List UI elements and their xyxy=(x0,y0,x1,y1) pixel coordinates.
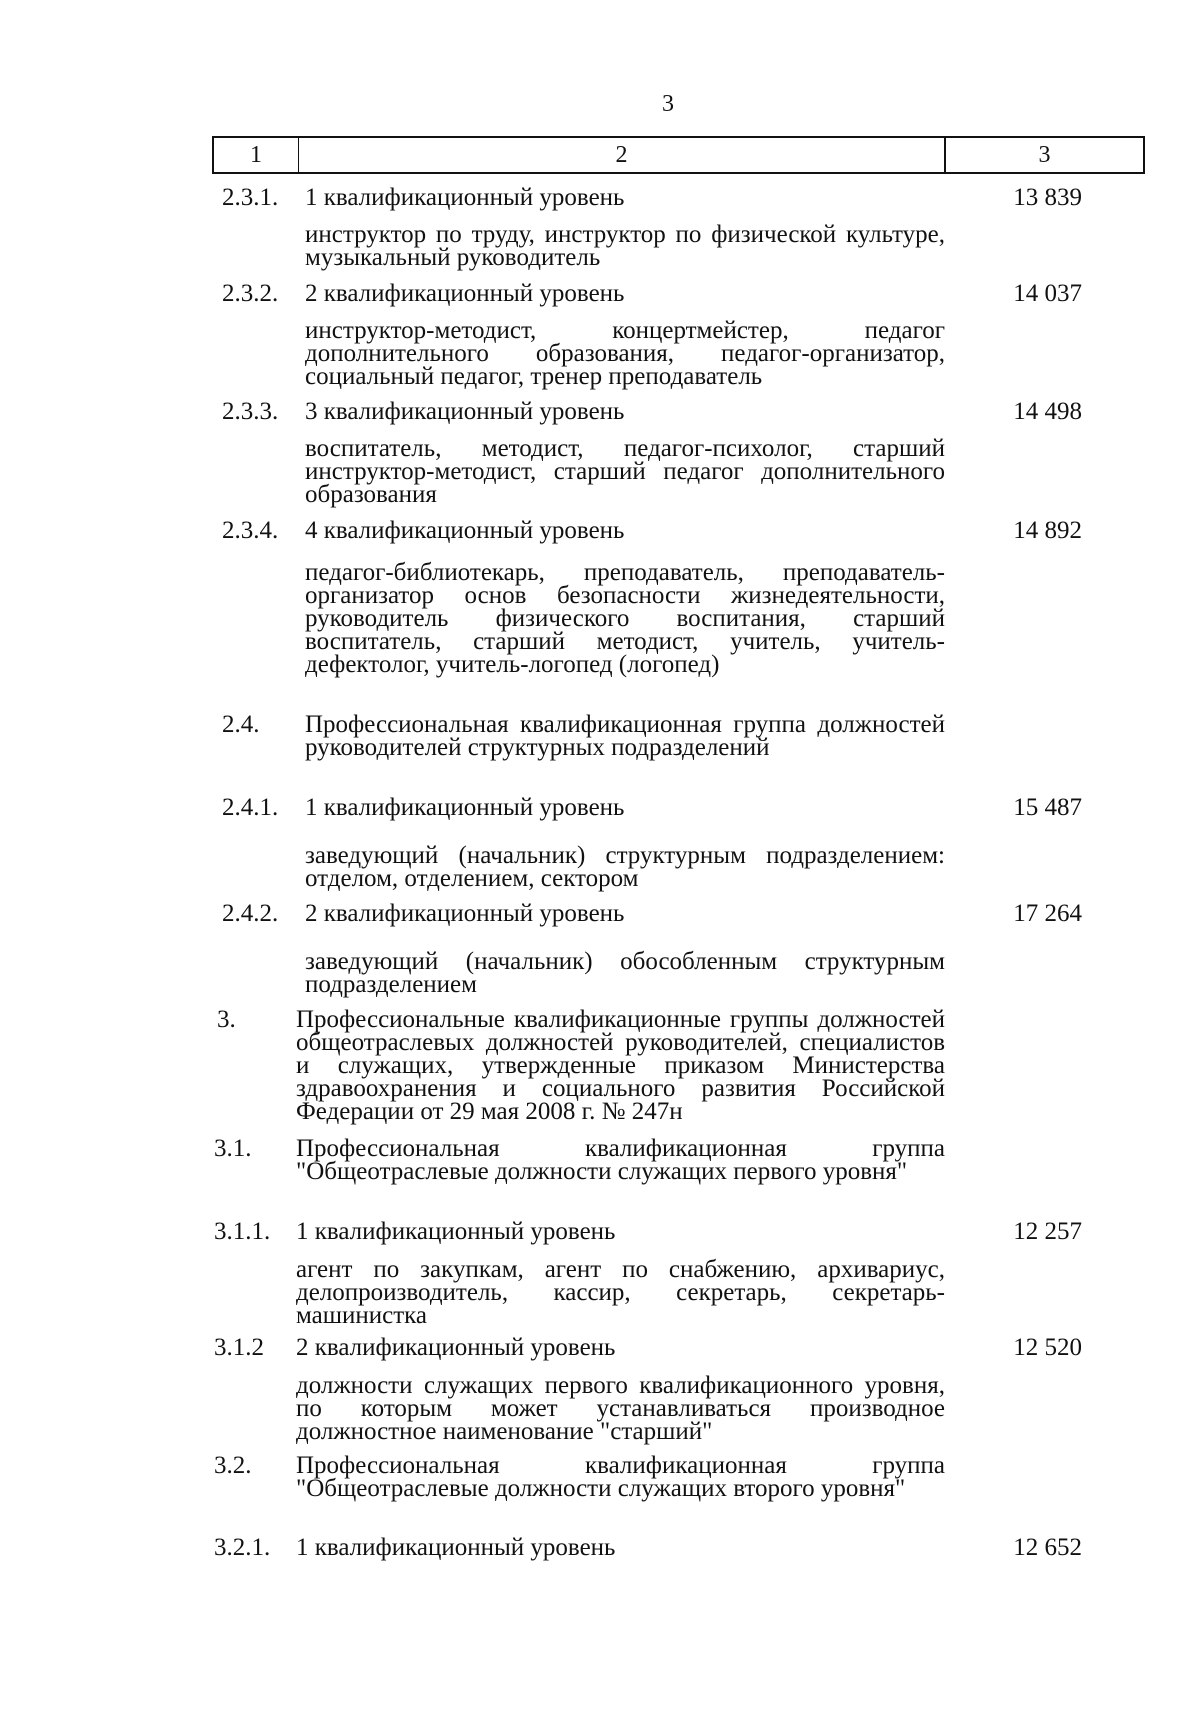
row-value: 12 520 xyxy=(1013,1334,1082,1361)
row-description: инструктор по труду, инструктор по физической культуре, музыкальный руководитель xyxy=(305,221,945,271)
table-column-header xyxy=(212,136,1145,174)
row-description: воспитатель, методист, педагог-психолог, старший инструктор-методист, старший педагог дополнительного образования xyxy=(305,435,945,508)
page-number: 3 xyxy=(662,91,674,117)
row-title: Профессиональная квалификационная группа "Общеотраслевые должности служащих первого уровня" xyxy=(296,1135,945,1185)
row-title: 1 квалификационный уровень xyxy=(305,184,625,211)
row-title: 1 квалификационный уровень xyxy=(296,1534,616,1561)
row-value: 14 498 xyxy=(1013,398,1082,425)
row-title: Профессиональная квалификационная группа "Общеотраслевые должности служащих второго уровня" xyxy=(296,1452,945,1502)
column-header-2: 2 xyxy=(299,138,946,172)
row-number: 3.1.2 xyxy=(214,1334,264,1361)
row-number: 2.4.1. xyxy=(222,794,279,821)
row-title: 2 квалификационный уровень xyxy=(305,280,625,307)
row-number: 2.3.3. xyxy=(222,398,279,425)
row-title: 2 квалификационный уровень xyxy=(305,900,625,927)
row-description: инструктор-методист, концертмейстер, педагог дополнительного образования, педагог-организатор, социальный педагог, тренер преподаватель xyxy=(305,317,945,390)
row-value: 17 264 xyxy=(1013,900,1082,927)
row-number: 3.2. xyxy=(214,1452,252,1479)
row-description: педагог-библиотекарь, преподаватель, преподаватель-организатор основ безопасности жизнедеятельности, руководитель физического воспитания, старший воспитатель, старший методист, учитель, учитель-дефектолог, учитель-логопед (логопед) xyxy=(305,559,945,678)
row-title: Профессиональные квалификационные группы должностей общеотраслевых должностей руководителей, специалистов и служащих, утвержденные приказом Министерства здравоохранения и социального развития Российской Федерации от 29 мая 2008 г. № 247н xyxy=(296,1006,945,1125)
row-description: должности служащих первого квалификационного уровня, по которым может устанавливаться производное должностное наименование "старший" xyxy=(296,1372,945,1445)
row-value: 14 037 xyxy=(1013,280,1082,307)
row-number: 3. xyxy=(217,1006,236,1033)
row-number: 2.3.4. xyxy=(222,517,279,544)
column-header-1: 1 xyxy=(214,138,299,172)
row-value: 12 652 xyxy=(1013,1534,1082,1561)
row-value: 14 892 xyxy=(1013,517,1082,544)
row-description: заведующий (начальник) обособленным структурным подразделением xyxy=(305,948,945,998)
row-number: 2.4.2. xyxy=(222,900,279,927)
row-title: 4 квалификационный уровень xyxy=(305,517,625,544)
row-description: агент по закупкам, агент по снабжению, архивариус, делопроизводитель, кассир, секретарь, секретарь-машинистка xyxy=(296,1256,945,1329)
row-title: Профессиональная квалификационная группа должностей руководителей структурных подразделений xyxy=(305,711,945,761)
row-value: 15 487 xyxy=(1013,794,1082,821)
row-title: 3 квалификационный уровень xyxy=(305,398,625,425)
row-value: 12 257 xyxy=(1013,1218,1082,1245)
column-header-3: 3 xyxy=(1038,141,1051,168)
row-number: 3.1.1. xyxy=(214,1218,271,1245)
row-number: 3.2.1. xyxy=(214,1534,271,1561)
row-title: 1 квалификационный уровень xyxy=(305,794,625,821)
row-title: 1 квалификационный уровень xyxy=(296,1218,616,1245)
row-value: 13 839 xyxy=(1013,184,1082,211)
row-number: 2.3.1. xyxy=(222,184,279,211)
row-number: 2.3.2. xyxy=(222,280,279,307)
row-title: 2 квалификационный уровень xyxy=(296,1334,616,1361)
row-number: 2.4. xyxy=(222,711,260,738)
row-description: заведующий (начальник) структурным подразделением: отделом, отделением, сектором xyxy=(305,842,945,892)
row-number: 3.1. xyxy=(214,1135,252,1162)
